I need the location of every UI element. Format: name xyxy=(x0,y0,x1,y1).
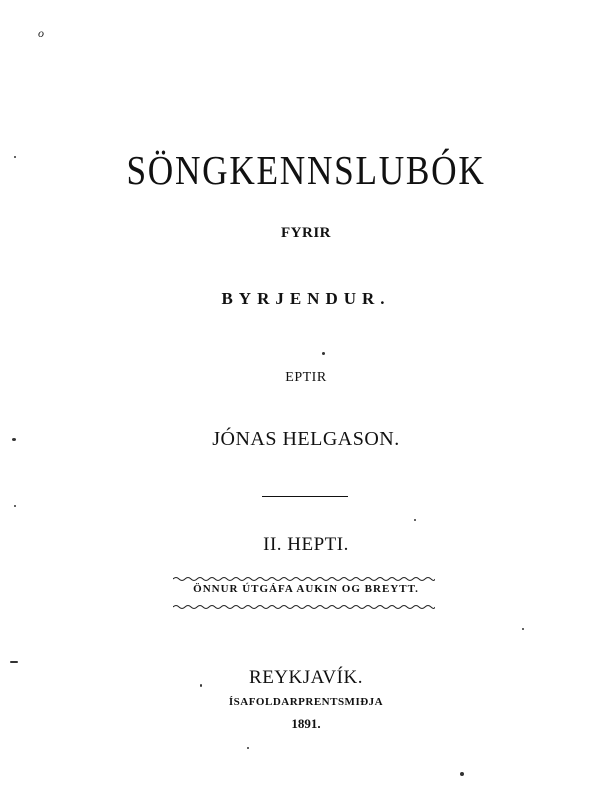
author-name: JÓNAS HELGASON. xyxy=(212,428,400,450)
scan-speck xyxy=(460,772,464,776)
scan-speck xyxy=(12,438,16,441)
wavy-rule-bottom xyxy=(173,604,435,610)
corner-mark: o xyxy=(38,26,44,40)
subtitle-byrjendur: BYRJENDUR. xyxy=(221,289,391,308)
scan-speck xyxy=(14,156,16,158)
wavy-rule-top xyxy=(173,576,435,582)
subtitle-fyrir: FYRIR xyxy=(281,225,331,241)
scan-speck xyxy=(14,505,16,507)
scan-speck xyxy=(522,628,524,630)
scan-speck xyxy=(322,352,325,355)
part-number: II. HEPTI. xyxy=(263,534,349,555)
by-line: EPTIR xyxy=(285,370,327,385)
scan-speck xyxy=(414,519,416,521)
imprint-year: 1891. xyxy=(291,716,321,731)
book-title: SÖNGKENNSLUBÓK xyxy=(126,147,486,193)
edition-note: ÖNNUR ÚTGÁFA AUKIN OG BREYTT. xyxy=(193,583,419,595)
imprint-city: REYKJAVÍK. xyxy=(249,667,363,688)
divider-rule xyxy=(262,496,348,497)
scan-speck xyxy=(10,661,18,663)
scan-speck xyxy=(200,684,202,687)
scan-speck xyxy=(247,747,249,749)
imprint-printer: ÍSAFOLDARPRENTSMIÐJA xyxy=(228,696,384,708)
